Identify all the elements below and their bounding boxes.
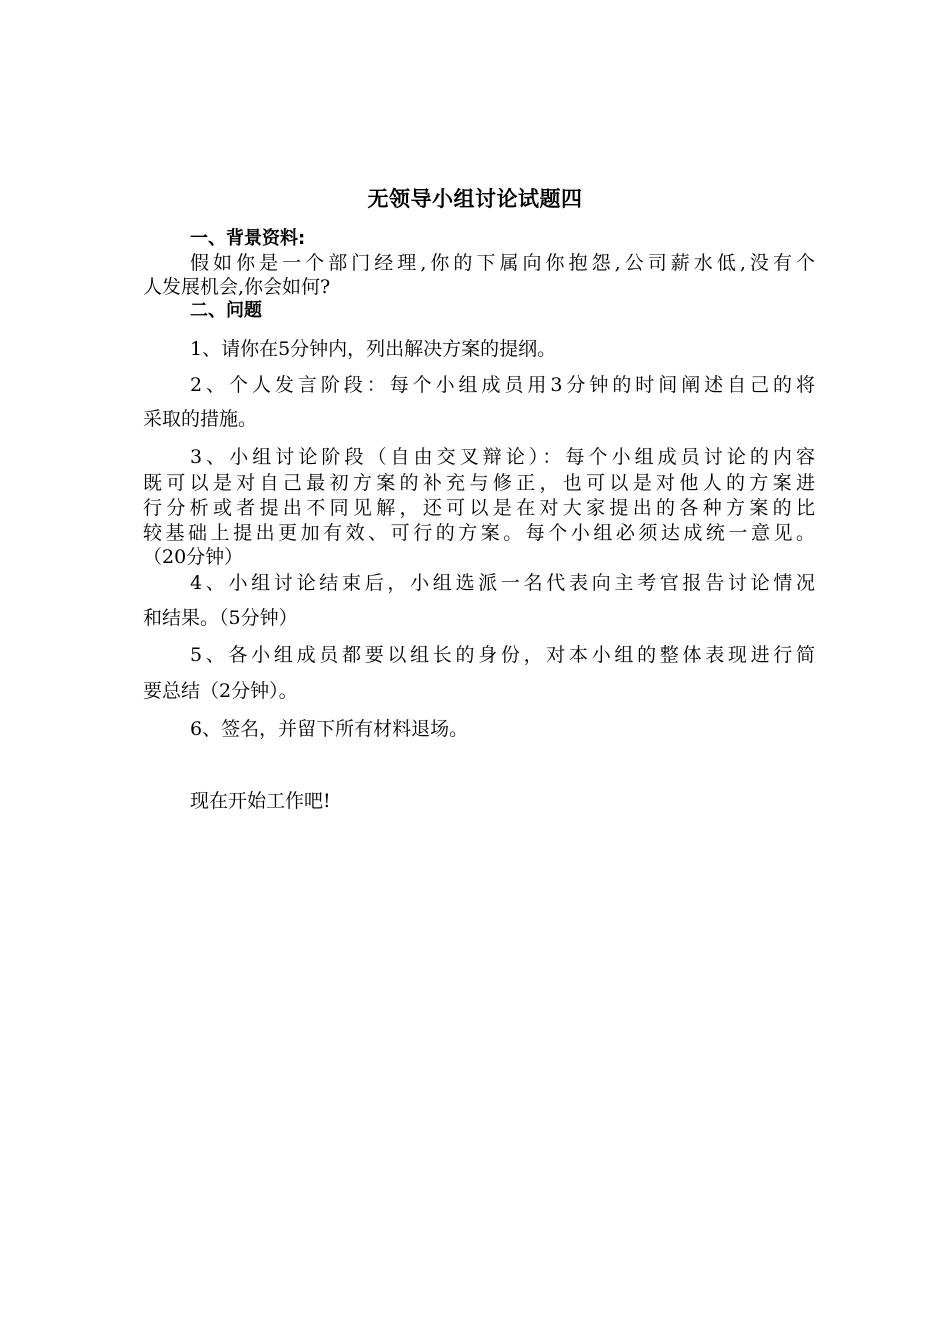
question-3-line-5: （20分钟） [143, 546, 244, 568]
question-1: 1、请你在5分钟内，列出解决方案的提纲。 [190, 338, 557, 360]
section-heading-background: 一、背景资料: [190, 228, 306, 249]
document-title: 无领导小组讨论试题四 [367, 187, 583, 211]
section-heading-questions: 二、问题 [190, 300, 262, 321]
question-5-line-1: 5、各小组成员都要以组长的身份，对本小组的整体表现进行简 [190, 644, 815, 666]
closing-text: 现在开始工作吧! [190, 790, 331, 812]
question-2-line-2: 采取的措施。 [143, 408, 258, 430]
question-4-line-2: 和结果。（5分钟） [143, 607, 298, 629]
question-3-line-4: 较基础上提出更加有效、可行的方案。每个小组必须达成统一意见。 [143, 522, 815, 544]
background-text-line-1: 假如你是一个部门经理,你的下属向你抱怨,公司薪水低,没有个 [190, 252, 815, 274]
question-2-line-1: 2、个人发言阶段：每个小组成员用3分钟的时间阐述自己的将 [190, 374, 815, 396]
question-3-line-2: 既可以是对自己最初方案的补充与修正，也可以是对他人的方案进 [143, 472, 815, 494]
question-6: 6、签名，并留下所有材料退场。 [190, 718, 469, 740]
question-4-line-1: 4、小组讨论结束后，小组选派一名代表向主考官报告讨论情况 [190, 572, 815, 594]
question-5-line-2: 要总结（2分钟）。 [143, 680, 298, 702]
question-3-line-3: 行分析或者提出不同见解，还可以是在对大家提出的各种方案的比 [143, 497, 815, 519]
question-3-line-1: 3、小组讨论阶段（自由交叉辩论）：每个小组成员讨论的内容 [190, 446, 815, 468]
background-text-line-2: 人发展机会,你会如何? [143, 276, 331, 298]
